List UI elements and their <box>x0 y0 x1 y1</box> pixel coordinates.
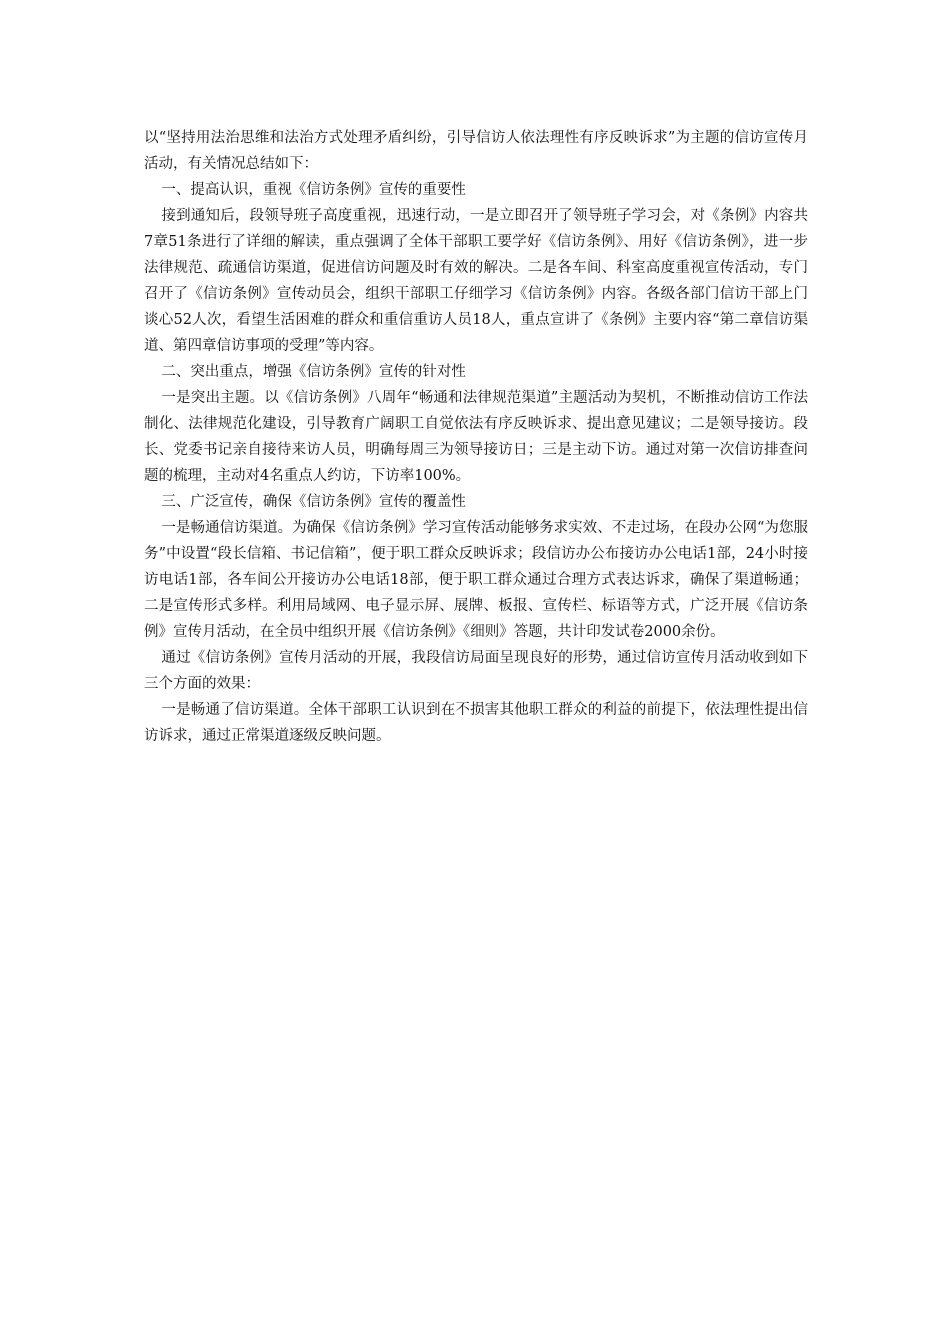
summary-paragraph: 通过《信访条例》宣传月活动的开展，我段信访局面呈现良好的形势，通过信访宣传月活动收到如下三个方面的效果： <box>144 650 808 692</box>
document-body <box>144 125 808 749</box>
effect-paragraph-1: 一是畅通了信访渠道。全体干部职工认识到在不损害其他职工群众的利益的前提下，依法理性提出信访诉求，通过正常渠道逐级反映问题。 <box>144 702 808 744</box>
section-heading-1: 一、提高认识，重视《信访条例》宣传的重要性 <box>161 182 466 198</box>
section-heading-2: 二、突出重点，增强《信访条例》宣传的针对性 <box>161 364 466 380</box>
section-2-paragraph: 一是突出主题。以《信访条例》八周年“畅通和法律规范渠道”主题活动为契机，不断推动信访工作法制化、法律规范化建设，引导教育广阔职工自觉依法有序反映诉求、提出意见建议；二是领导接访。段长、党委书记亲自接待来访人员，明确每周三为领导接访日；三是主动下访。通过对第一次信访排查问题的梳理，主动对4名重点人约访，下访率100%。 <box>144 390 808 484</box>
section-1-paragraph: 接到通知后，段领导班子高度重视，迅速行动，一是立即召开了领导班子学习会，对《条例》内容共7章51条进行了详细的解读，重点强调了全体干部职工要学好《信访条例》、用好《信访条例》，进一步法律规范、疏通信访渠道，促进信访问题及时有效的解决。二是各车间、科室高度重视宣传活动，专门召开了《信访条例》宣传动员会，组织干部职工仔细学习《信访条例》内容。各级各部门信访干部上门谈心52人次，看望生活困难的群众和重信重访人员18人，重点宣讲了《条例》主要内容“第二章信访渠道、第四章信访事项的受理”等内容。 <box>144 208 808 354</box>
section-3-paragraph: 一是畅通信访渠道。为确保《信访条例》学习宣传活动能够务求实效、不走过场，在段办公网“为您服务”中设置“段长信箱、书记信箱”，便于职工群众反映诉求；段信访办公布接访办公电话1部，24小时接访电话1部，各车间公开接访办公电话18部，便于职工群众通过合理方式表达诉求，确保了渠道畅通；二是宣传形式多样。利用局域网、电子显示屏、展牌、板报、宣传栏、标语等方式，广泛开展《信访条例》宣传月活动，在全员中组织开展《信访条例》《细则》答题，共计印发试卷2000余份。 <box>144 520 808 640</box>
intro-paragraph: 以“坚持用法治思维和法治方式处理矛盾纠纷，引导信访人依法理性有序反映诉求”为主题的信访宣传月活动，有关情况总结如下： <box>144 130 808 172</box>
section-heading-3: 三、广泛宣传，确保《信访条例》宣传的覆盖性 <box>161 494 466 510</box>
